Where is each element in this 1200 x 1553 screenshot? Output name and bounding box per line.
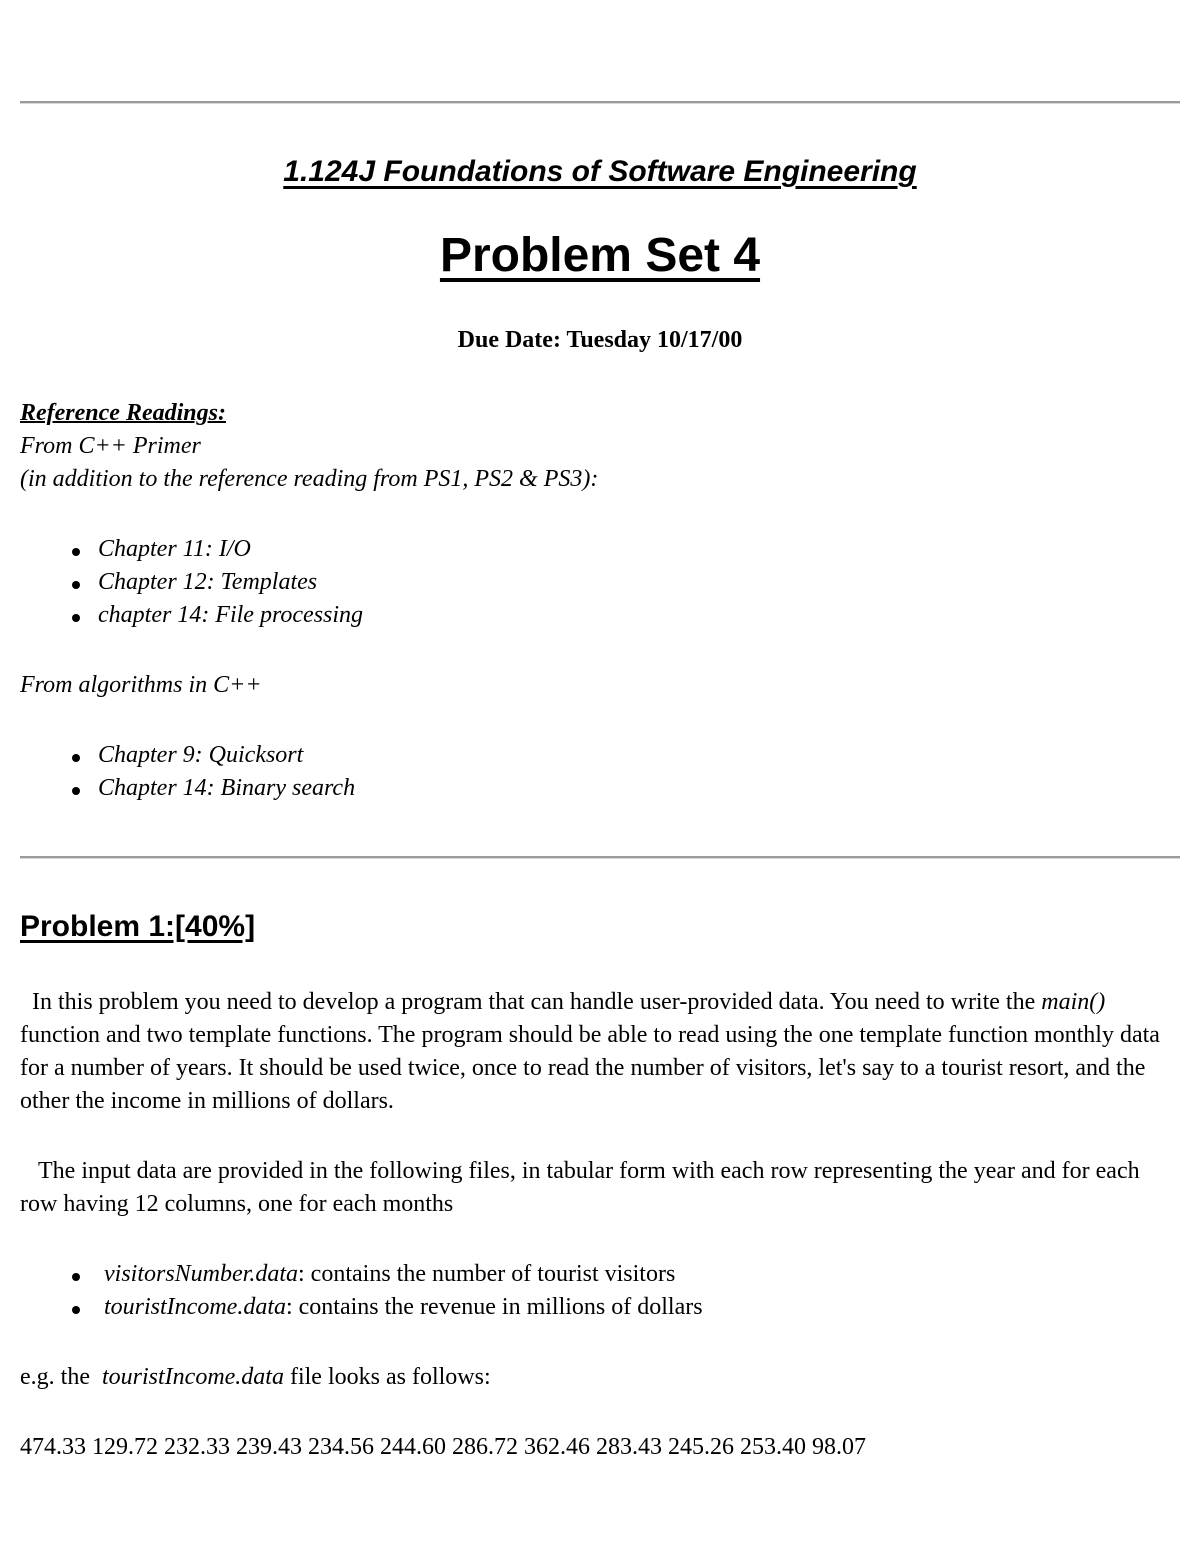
due-date: Due Date: Tuesday 10/17/00 xyxy=(457,327,743,353)
problem-1-heading: Problem 1:[40%] xyxy=(20,910,256,943)
list-item xyxy=(20,1258,1180,1291)
horizontal-rule xyxy=(20,101,1180,104)
problem-set-title: Problem Set 4 xyxy=(439,229,761,282)
input-files-list xyxy=(20,1258,1180,1324)
list-item: Chapter 12: Templates xyxy=(20,566,1180,599)
readings-heading: Reference Readings: xyxy=(20,400,226,426)
problem-1-paragraph-2 xyxy=(20,1155,1180,1221)
paragraph-text: In this problem you need to develop a program that can handle user-provided data. You need to write the xyxy=(32,989,1042,1015)
file-name: touristIncome.data xyxy=(104,1294,286,1320)
main-function-term: main() xyxy=(1041,989,1106,1015)
paragraph-text: function and two template functions. The program should be able to read using the one template function monthly data for a number of years. It should be used twice, once to read the number of visitors, let's say to a tourist resort, and the other the income in millions of dollars. xyxy=(20,1022,1160,1114)
primer-chapter-list xyxy=(20,533,1180,632)
course-title: 1.124J Foundations of Software Engineering xyxy=(283,155,917,188)
file-description: : contains the number of tourist visitors xyxy=(298,1261,676,1287)
list-item: chapter 14: File processing xyxy=(20,599,1180,632)
list-item: Chapter 9: Quicksort xyxy=(20,739,1180,772)
list-item: Chapter 11: I/O xyxy=(20,533,1180,566)
file-description: : contains the revenue in millions of dollars xyxy=(285,1294,703,1320)
list-item xyxy=(20,1291,1180,1324)
readings-source-note: (in addition to the reference reading from PS1, PS2 & PS3): xyxy=(20,466,599,492)
file-name: touristIncome.data xyxy=(101,1364,284,1390)
example-text: e.g. the xyxy=(20,1364,96,1390)
algorithms-chapter-list xyxy=(20,739,1180,805)
reference-readings xyxy=(20,397,1180,805)
horizontal-rule xyxy=(20,856,1180,859)
example-data-row: 474.33 129.72 232.33 239.43 234.56 244.60 286.72 362.46 283.43 245.26 253.40 98.07 xyxy=(20,1434,866,1460)
example-intro xyxy=(20,1361,1180,1394)
paragraph-text: The input data are provided in the following files, in tabular form with each row representing the year and for each row having 12 columns, one for each months xyxy=(20,1158,1140,1217)
list-item: Chapter 14: Binary search xyxy=(20,772,1180,805)
readings-source-algorithms: From algorithms in C++ xyxy=(20,672,262,698)
file-name: visitorsNumber.data xyxy=(104,1261,299,1287)
readings-source-primer: From C++ Primer xyxy=(20,433,201,459)
example-text: file looks as follows: xyxy=(283,1364,491,1390)
problem-1-paragraph-1 xyxy=(20,986,1180,1118)
